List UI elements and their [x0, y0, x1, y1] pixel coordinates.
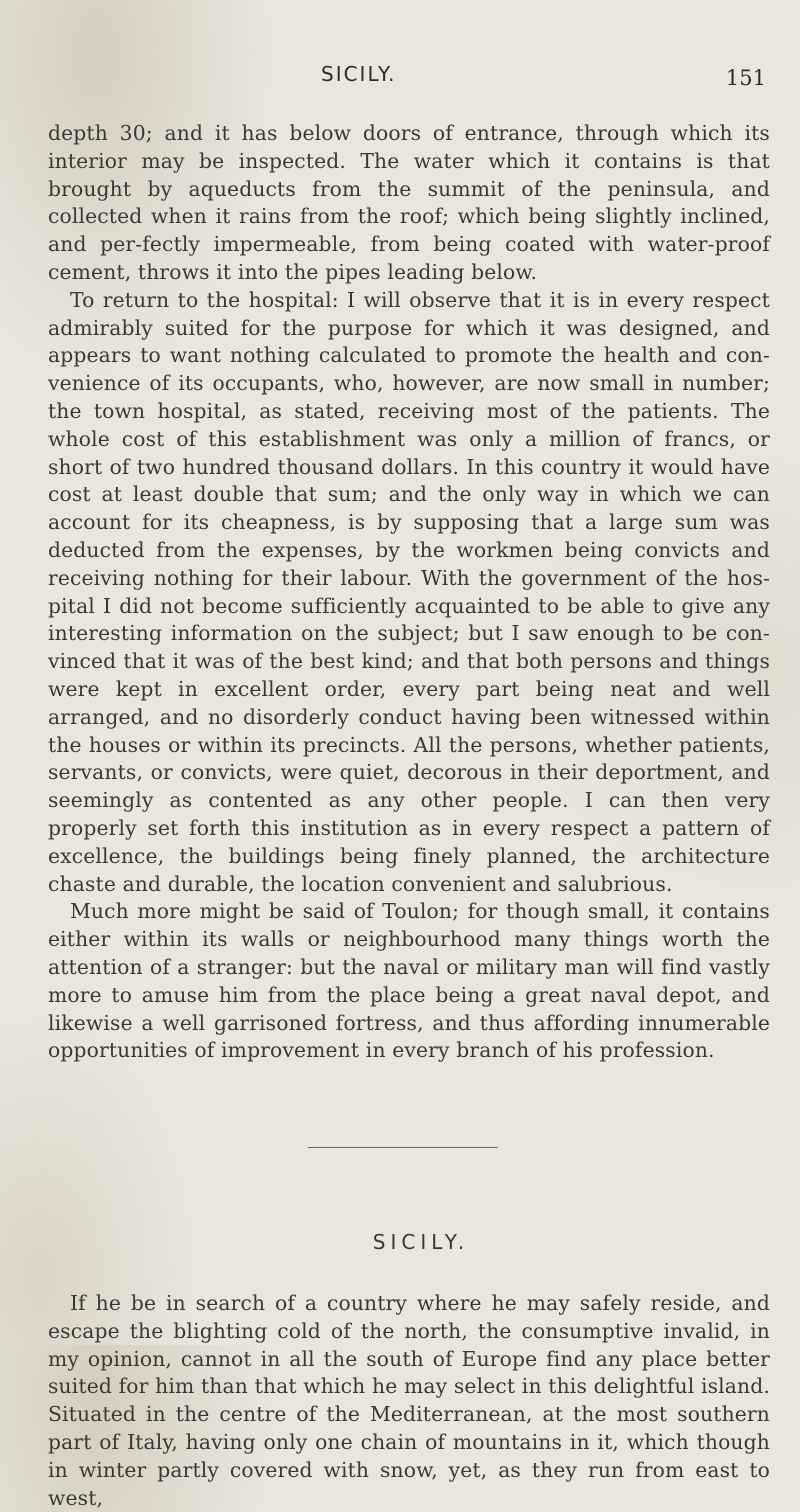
body-text	[48, 120, 770, 1065]
section-text	[48, 1290, 770, 1512]
running-title: SICILY.	[321, 62, 397, 86]
paragraph: Much more might be said of Toulon; for though small, it contains either within its walls or neighbourhood many things worth the attention of a stranger: but the naval or military man will find vastly more to amuse him from the place being a great naval depot, and likewise a well garrisoned fortress, and thus affording innumerable opportunities of improvement in every branch of his profession.	[48, 899, 770, 1063]
paragraph: If he be in search of a country where he may safely reside, and escape the blighting cold of the north, the consumptive invalid, in my opinion, cannot in all the south of Europe find any place better suited for him than that which he may select in this delightful island. Situated in the centre of the Mediterranean, at the most southern part of Italy, having only one chain of mountains in it, which though in winter partly covered with snow, yet, as they run from east to west,	[48, 1291, 770, 1510]
page-number: 151	[725, 66, 766, 90]
paragraph: depth 30; and it has below doors of entrance, through which its interior may be inspected. The water which it contains is that brought by aqueducts from the summit of the peninsula, and collected when it rains from the roof; which being slightly inclined, and per-fectly impermeable, from being coated with water-proof cement, throws it into the pipes leading below.	[48, 121, 770, 284]
page-content	[48, 40, 770, 1512]
paragraph: To return to the hospital: I will observe that it is in every respect admirably suited for the purpose for which it was designed, and appears to want nothing calculated to promote the health and con-venience of its occupants, who, however, are now small in number; the town hospital, as stated, receiving most of the patients. The whole cost of this establishment was only a million of francs, or short of two hundred thousand dollars. In this country it would have cost at least double that sum; and the only way in which we can account for its cheapness, is by supposing that a large sum was deducted from the expenses, by the workmen being convicts and receiving nothing for their labour. With the government of the hos-pital I did not become sufficiently acquainted to be able to give any interesting information on the subject; but I saw enough to be con-vinced that it was of the best kind; and that both persons and things were kept in excellent order, every part being neat and well arranged, and no disorderly conduct having been witnessed within the houses or within its precincts. All the persons, whether patients, servants, or convicts, were quiet, decorous in their deportment, and seemingly as contented as any other people. I can then very properly set forth this institution as in every respect a pattern of excellence, the buildings being finely planned, the architecture chaste and durable, the location convenient and salubrious.	[48, 287, 770, 896]
section-divider	[308, 1147, 498, 1148]
running-head	[48, 40, 770, 90]
section-heading: SICILY.	[372, 1230, 470, 1255]
